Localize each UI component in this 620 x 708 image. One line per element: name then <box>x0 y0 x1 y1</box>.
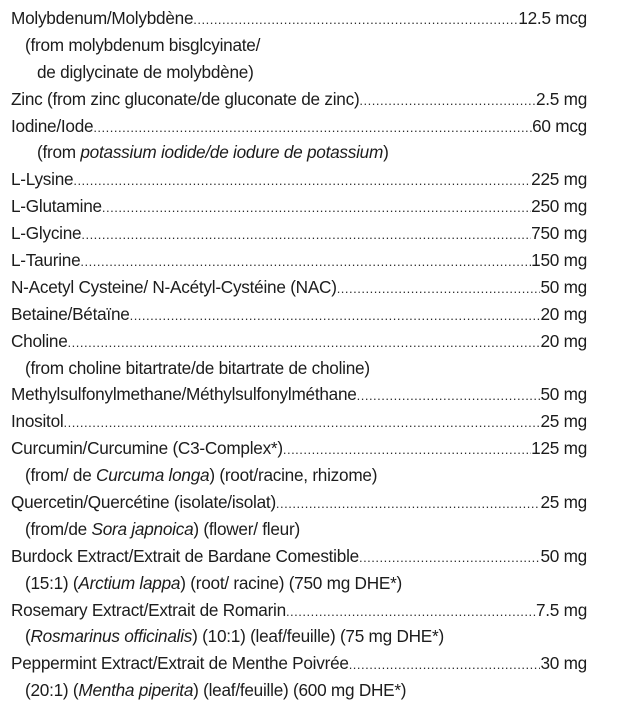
dot-leader <box>359 88 536 115</box>
ingredient-row <box>11 650 587 677</box>
ingredient-amount: 12.5 mcg <box>518 8 587 28</box>
note-text: ) (root/ racine) (750 mg DHE*) <box>180 572 402 593</box>
note-italic-text: Rosmarinus officinalis <box>30 626 193 647</box>
ingredient-source-note <box>11 623 587 650</box>
dot-leader <box>357 383 541 410</box>
ingredient-source-note: (from molybdenum bisglcyinate/ <box>25 34 261 55</box>
dot-leader <box>81 222 531 249</box>
dot-leader <box>80 249 531 276</box>
ingredient-row <box>11 381 587 408</box>
ingredient-name: Curcumin/Curcumine (C3-Complex*) <box>11 438 283 459</box>
ingredient-row <box>11 274 587 301</box>
ingredient-amount: 25 mg <box>540 411 587 432</box>
ingredient-row <box>11 166 587 193</box>
ingredient-name: Peppermint Extract/Extrait de Menthe Poivrée <box>11 653 349 674</box>
dot-leader <box>193 7 518 34</box>
note-text: (20:1) ( <box>25 680 79 701</box>
ingredient-amount: 2.5 mg <box>535 88 587 109</box>
ingredient-name: Betaine/Bétaïne <box>11 303 130 324</box>
note-italic-text: Arctium lappa <box>78 572 181 593</box>
ingredient-amount: 250 mg <box>531 196 587 217</box>
ingredient-name: Burdock Extract/Extrait de Bardane Comestible <box>11 545 359 566</box>
ingredient-name: L-Lysine <box>11 169 74 190</box>
ingredient-row <box>11 193 587 220</box>
ingredient-amount: 150 mg <box>531 250 587 271</box>
ingredient-amount: 20 mg <box>540 303 587 324</box>
note-text: (from/de <box>25 518 92 539</box>
ingredient-name: Iodine/Iode <box>11 115 94 136</box>
ingredient-name: N-Acetyl Cysteine/ N-Acétyl-Cystéine (NAC) <box>11 276 337 297</box>
ingredient-row <box>11 408 587 435</box>
ingredient-name: Zinc (from zinc gluconate/de gluconate de zinc) <box>11 88 360 109</box>
dot-leader <box>93 115 532 142</box>
ingredient-amount: 225 mg <box>531 169 587 190</box>
ingredient-row <box>11 220 587 247</box>
dot-leader <box>130 303 541 330</box>
ingredient-row <box>11 328 587 355</box>
dot-leader <box>283 437 531 464</box>
ingredient-source-note: (from choline bitartrate/de bitartrate de choline) <box>25 357 370 378</box>
ingredient-row <box>11 489 587 516</box>
dot-leader <box>276 491 541 518</box>
dot-leader <box>73 168 531 195</box>
ingredient-row <box>11 86 587 113</box>
ingredient-row <box>11 543 587 570</box>
dot-leader <box>349 652 541 679</box>
ingredient-amount: 30 mg <box>540 653 587 674</box>
dot-leader <box>63 410 540 437</box>
ingredient-name: Choline <box>11 330 68 351</box>
ingredient-amount: 125 mg <box>531 438 587 459</box>
note-italic-text: Curcuma longa <box>96 465 210 486</box>
ingredient-amount: 20 mg <box>540 330 587 351</box>
dot-leader <box>359 545 541 572</box>
ingredient-row <box>11 113 587 140</box>
ingredient-row <box>11 301 587 328</box>
note-text: ) (10:1) (leaf/feuille) (75 mg DHE*) <box>192 626 444 647</box>
ingredient-source-note: de diglycinate de molybdène) <box>37 61 254 82</box>
dot-leader <box>68 330 541 357</box>
ingredient-row <box>11 247 587 274</box>
ingredient-name: L-Glutamine <box>11 196 102 217</box>
note-text: ) (leaf/feuille) (600 mg DHE*) <box>193 680 407 701</box>
note-text: (from <box>37 142 81 163</box>
ingredient-name: L-Glycine <box>11 223 82 244</box>
note-text: ) (flower/ fleur) <box>193 518 300 539</box>
ingredient-name: Quercetin/Quercétine (isolate/isolat) <box>11 492 276 513</box>
ingredient-amount: 50 mg <box>540 276 587 297</box>
note-text: ) (root/racine, rhizome) <box>209 465 378 486</box>
note-text: (from/ de <box>25 465 97 486</box>
dot-leader <box>286 599 536 626</box>
ingredient-row <box>11 597 587 624</box>
ingredient-name: Molybdenum/Molybdène <box>11 8 194 28</box>
note-italic-text: Sora japnoica <box>91 518 194 539</box>
ingredient-name: Inositol <box>11 411 64 432</box>
note-italic-text: Mentha piperita <box>78 680 194 701</box>
dot-leader <box>102 195 531 222</box>
ingredient-amount: 60 mcg <box>532 115 587 136</box>
ingredient-row <box>11 435 587 462</box>
note-text: ) <box>383 142 389 163</box>
ingredient-name: L-Taurine <box>11 250 81 271</box>
ingredient-amount: 50 mg <box>540 384 587 405</box>
ingredient-source-note <box>11 516 587 543</box>
note-italic-text: potassium iodide/de iodure de potassium <box>80 142 384 163</box>
note-text: ( <box>25 626 31 647</box>
ingredient-name: Methylsulfonylmethane/Méthylsulfonylméthane <box>11 384 357 405</box>
ingredient-source-note <box>11 570 587 597</box>
ingredient-source-note <box>11 677 587 704</box>
ingredient-amount: 25 mg <box>540 492 587 513</box>
ingredient-name: Rosemary Extract/Extrait de Romarin <box>11 599 286 620</box>
ingredient-amount: 50 mg <box>540 545 587 566</box>
dot-leader <box>337 276 541 303</box>
ingredient-amount: 7.5 mg <box>535 599 587 620</box>
ingredient-source-note <box>11 139 587 166</box>
ingredient-amount: 750 mg <box>531 223 587 244</box>
ingredient-row <box>11 5 587 32</box>
ingredient-source-note <box>11 462 587 489</box>
note-text: (15:1) ( <box>25 572 79 593</box>
